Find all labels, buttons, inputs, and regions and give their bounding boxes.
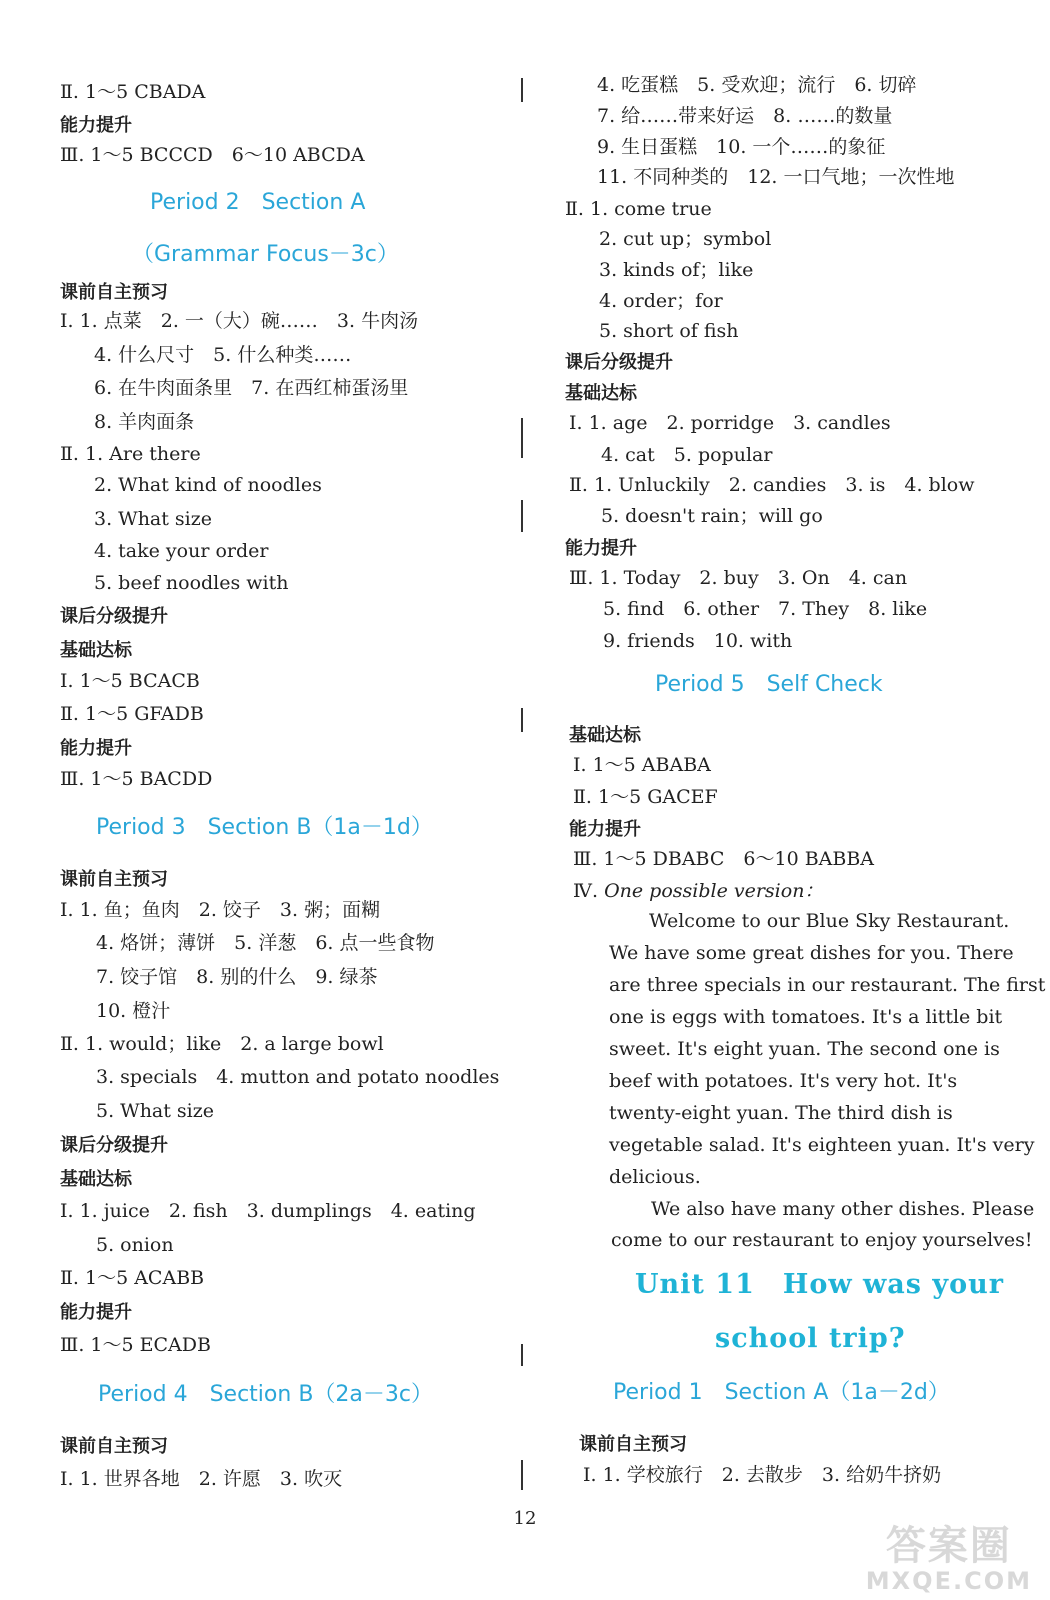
answer-line: 5. onion bbox=[96, 1234, 174, 1256]
answer-line: Ⅱ. 1～5 GACEF bbox=[573, 786, 718, 808]
period-heading: Period 2 Section A bbox=[150, 190, 366, 215]
answer-line: Ⅰ. 1～5 BCACB bbox=[60, 670, 200, 692]
watermark-url: MXQE.COM bbox=[865, 1567, 1032, 1595]
answer-line: Ⅰ. 1～5 ABABA bbox=[573, 754, 711, 776]
answer-line: 7. 给……带来好运 8. ……的数量 bbox=[597, 105, 893, 127]
essay-line: are three specials in our restaurant. The first bbox=[609, 974, 1046, 996]
answer-line: 5. What size bbox=[96, 1100, 215, 1122]
period-heading: Period 1 Section A（1a－2d） bbox=[613, 1380, 950, 1405]
column-divider bbox=[521, 78, 523, 102]
answer-line: Ⅱ. 1. Are there bbox=[60, 443, 201, 465]
answer-line: Ⅰ. 1. 世界各地 2. 许愿 3. 吹灭 bbox=[60, 1468, 343, 1490]
answer-line: Ⅱ. 1～5 ACABB bbox=[60, 1267, 205, 1289]
answer-line: 4. cat 5. popular bbox=[601, 444, 773, 466]
column-divider bbox=[521, 708, 523, 732]
section-heading: 基础达标 bbox=[569, 725, 641, 746]
answer-line bbox=[573, 878, 823, 904]
answer-line: 7. 饺子馆 8. 别的什么 9. 绿茶 bbox=[96, 966, 378, 988]
essay-line: one is eggs with tomatoes. It's a little bit bbox=[609, 1006, 1003, 1028]
section-heading: 课前自主预习 bbox=[60, 1436, 168, 1457]
unit-title-line2: school trip? bbox=[715, 1323, 906, 1354]
answer-label: Ⅳ. bbox=[573, 880, 605, 902]
column-divider bbox=[521, 500, 523, 532]
section-heading: 课前自主预习 bbox=[579, 1434, 687, 1455]
section-heading: 基础达标 bbox=[565, 383, 637, 404]
answer-line: 2. cut up；symbol bbox=[599, 228, 772, 250]
column-divider bbox=[521, 1344, 523, 1366]
essay-line: beef with potatoes. It's very hot. It's bbox=[609, 1070, 958, 1092]
answer-line: 3. specials 4. mutton and potato noodles bbox=[96, 1066, 500, 1088]
answer-line: 3. kinds of；like bbox=[599, 259, 754, 281]
section-heading: 能力提升 bbox=[60, 1302, 132, 1323]
essay-note: One possible version： bbox=[604, 880, 824, 902]
answer-line: 8. 羊肉面条 bbox=[94, 411, 195, 433]
answer-line: 6. 在牛肉面条里 7. 在西红柿蛋汤里 bbox=[94, 377, 409, 399]
essay-line: twenty-eight yuan. The third dish is bbox=[609, 1102, 953, 1124]
answer-line: 4. 吃蛋糕 5. 受欢迎；流行 6. 切碎 bbox=[597, 74, 917, 96]
answer-line: Ⅲ. 1～5 DBABC 6～10 BABBA bbox=[573, 848, 875, 870]
section-heading: 能力提升 bbox=[569, 819, 641, 840]
answer-line: 4. 什么尺寸 5. 什么种类…… bbox=[94, 344, 352, 366]
answer-line: 9. friends 10. with bbox=[603, 630, 793, 652]
essay-line: delicious. bbox=[609, 1166, 701, 1188]
answer-line: Ⅱ. 1～5 CBADA bbox=[60, 81, 206, 103]
answer-line: Ⅲ. 1～5 BACDD bbox=[60, 768, 213, 790]
section-heading: 课后分级提升 bbox=[60, 606, 168, 627]
section-heading: 能力提升 bbox=[60, 738, 132, 759]
essay-line: Welcome to our Blue Sky Restaurant. bbox=[649, 910, 1010, 932]
answer-line: 5. find 6. other 7. They 8. like bbox=[603, 598, 928, 620]
section-heading: 课后分级提升 bbox=[565, 352, 673, 373]
answer-line: 4. 烙饼；薄饼 5. 洋葱 6. 点一些食物 bbox=[96, 932, 435, 954]
answer-line: 10. 橙汁 bbox=[96, 1000, 171, 1022]
answer-line: 11. 不同种类的 12. 一口气地；一次性地 bbox=[597, 166, 955, 188]
answer-line: Ⅱ. 1～5 GFADB bbox=[60, 703, 204, 725]
answer-line: 9. 生日蛋糕 10. 一个……的象征 bbox=[597, 136, 886, 158]
essay-line: We also have many other dishes. Please bbox=[651, 1198, 1035, 1220]
section-heading: 能力提升 bbox=[565, 538, 637, 559]
answer-line: Ⅲ. 1. Today 2. buy 3. On 4. can bbox=[569, 567, 908, 589]
section-heading: 能力提升 bbox=[60, 115, 132, 136]
answer-line: Ⅲ. 1～5 BCCCD 6～10 ABCDA bbox=[60, 144, 365, 166]
page-number: 12 bbox=[513, 1508, 537, 1529]
answer-line: Ⅰ. 1. 学校旅行 2. 去散步 3. 给奶牛挤奶 bbox=[583, 1464, 942, 1486]
answer-line: 5. short of fish bbox=[599, 320, 739, 342]
essay-line: sweet. It's eight yuan. The second one is bbox=[609, 1038, 1000, 1060]
period-subheading: （Grammar Focus－3c） bbox=[132, 242, 399, 267]
answer-line: 3. What size bbox=[94, 508, 213, 530]
section-heading: 课后分级提升 bbox=[60, 1135, 168, 1156]
answer-line: 4. order；for bbox=[599, 290, 723, 312]
answer-line: 2. What kind of noodles bbox=[94, 474, 322, 496]
watermark-logo: 答案圈 bbox=[885, 1523, 1012, 1569]
unit-title: Unit 11 How was your bbox=[635, 1269, 1004, 1300]
answer-line: Ⅱ. 1. Unluckily 2. candies 3. is 4. blow bbox=[569, 474, 975, 496]
answer-line: Ⅰ. 1. juice 2. fish 3. dumplings 4. eating bbox=[60, 1200, 476, 1222]
section-heading: 基础达标 bbox=[60, 640, 132, 661]
column-divider bbox=[521, 418, 523, 458]
watermark bbox=[866, 1524, 1032, 1594]
answer-line: Ⅱ. 1. would；like 2. a large bowl bbox=[60, 1033, 384, 1055]
answer-line: Ⅰ. 1. 点菜 2. 一（大）碗…… 3. 牛肉汤 bbox=[60, 310, 419, 332]
answer-line: Ⅲ. 1～5 ECADB bbox=[60, 1334, 211, 1356]
period-heading: Period 4 Section B（2a－3c） bbox=[98, 1382, 433, 1407]
answer-line: 4. take your order bbox=[94, 540, 269, 562]
answer-line: Ⅰ. 1. age 2. porridge 3. candles bbox=[569, 412, 891, 434]
essay-line: We have some great dishes for you. There bbox=[609, 942, 1014, 964]
answer-line: 5. doesn't rain；will go bbox=[601, 505, 823, 527]
essay-line: vegetable salad. It's eighteen yuan. It's very bbox=[609, 1134, 1035, 1156]
answer-line: 5. beef noodles with bbox=[94, 572, 289, 594]
section-heading: 课前自主预习 bbox=[60, 869, 168, 890]
answer-line: Ⅰ. 1. 鱼；鱼肉 2. 饺子 3. 粥；面糊 bbox=[60, 899, 381, 921]
section-heading: 课前自主预习 bbox=[60, 282, 168, 303]
answer-line: Ⅱ. 1. come true bbox=[565, 198, 712, 220]
period-heading: Period 5 Self Check bbox=[655, 672, 883, 697]
essay-line: come to our restaurant to enjoy yourselves! bbox=[611, 1229, 1033, 1251]
column-divider bbox=[521, 1460, 523, 1490]
section-heading: 基础达标 bbox=[60, 1169, 132, 1190]
period-heading: Period 3 Section B（1a－1d） bbox=[96, 815, 433, 840]
